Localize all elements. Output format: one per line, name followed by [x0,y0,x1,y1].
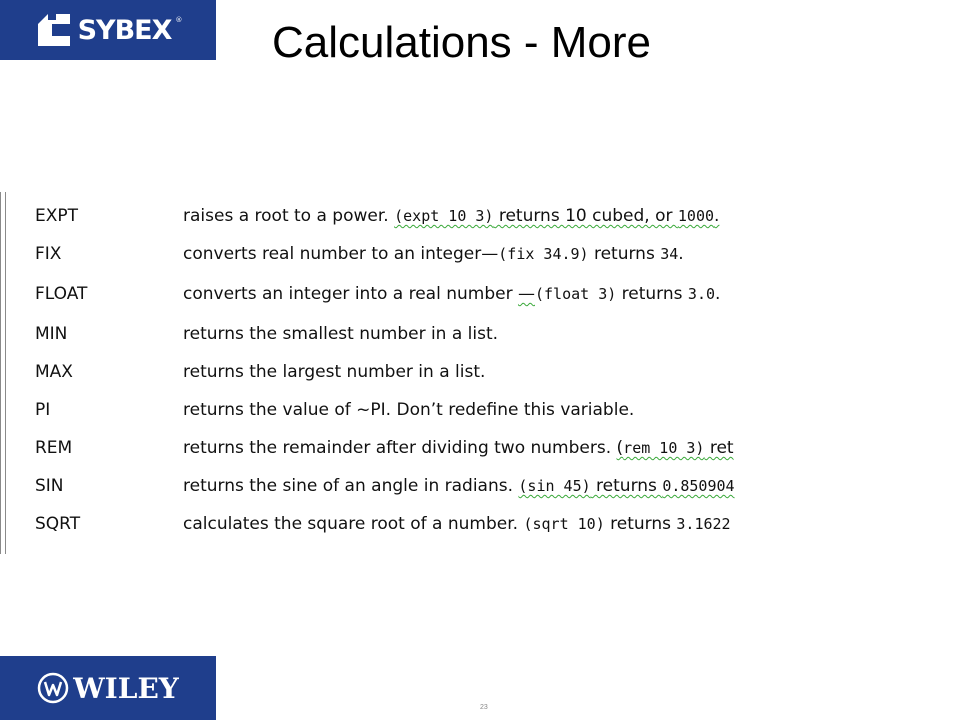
description-text: calculates the square root of a number. [183,514,524,534]
sybex-logo [34,10,183,50]
description-text: returns [604,514,677,534]
description-text: returns the smallest number in a list. [183,324,499,344]
function-row-expt [0,202,880,232]
page-number: 23 [480,704,488,711]
function-row-max [0,358,880,388]
function-row-pi [0,396,880,426]
code-snippet: (sqrt 10) [523,515,605,533]
function-description [183,324,498,344]
wiley-seal-icon [37,672,69,704]
function-name: PI [35,400,51,420]
code-snippet: (expt 10 3) [394,207,494,225]
function-description [183,244,684,264]
code-snippet: (fix 34.9) [498,245,589,263]
description-text: — [517,284,535,304]
function-name: EXPT [35,206,79,226]
function-name: FLOAT [35,284,88,304]
description-text: . [715,284,721,304]
function-row-min [0,320,880,350]
slide-title: Calculations - More [272,18,652,67]
description-text: returns the sine of an angle in radians. [183,476,519,496]
description-text: ret [704,438,734,458]
function-description [183,206,719,226]
function-reference-panel [0,192,880,554]
registered-mark: ® [175,16,183,24]
code-snippet: rem 10 3) [623,439,705,457]
description-text: . [714,206,720,226]
function-name: MIN [35,324,68,344]
description-text: ( [616,438,624,458]
description-text: raises a root to a power. [183,206,395,226]
function-name: FIX [35,244,62,264]
description-text: returns [588,244,661,264]
code-snippet: 3.0 [687,285,716,303]
description-text: returns 10 cubed, or [493,206,678,226]
wiley-logo [37,672,179,705]
description-text: returns the value of ~PI. Don’t redefine this variable. [183,400,635,420]
wiley-wordmark: WILEY [73,671,179,705]
sybex-mark-icon [34,10,74,50]
description-text: converts real number to an integer— [183,244,499,264]
description-text: converts an integer into a real number [183,284,518,304]
function-name: REM [35,438,73,458]
function-description [183,400,634,420]
description-text: returns [590,476,663,496]
code-snippet: (sin 45) [518,477,591,495]
description-text: returns the largest number in a list. [183,362,486,382]
code-snippet: 34 [660,245,679,263]
code-snippet: 1000 [677,207,715,225]
function-row-fix [0,240,880,270]
sybex-logo-block [0,0,216,60]
function-name: MAX [35,362,73,382]
function-description [183,514,731,534]
code-snippet: 3.1622 [676,515,731,533]
function-description [183,438,734,458]
description-text: . [678,244,684,264]
sybex-wordmark: SYBEX [77,14,172,46]
function-row-sin [0,472,880,502]
code-snippet: 0.850904 [662,477,735,495]
function-description [183,284,720,304]
function-description [183,362,485,382]
function-row-float [0,280,880,310]
description-text: returns [616,284,688,304]
description-text: returns the remainder after dividing two numbers. [183,438,617,458]
wiley-logo-block [0,656,216,720]
function-row-sqrt [0,510,880,540]
function-name: SQRT [35,514,81,534]
function-name: SIN [35,476,64,496]
function-description [183,476,735,496]
function-row-rem [0,434,880,464]
code-snippet: (float 3) [534,285,617,303]
